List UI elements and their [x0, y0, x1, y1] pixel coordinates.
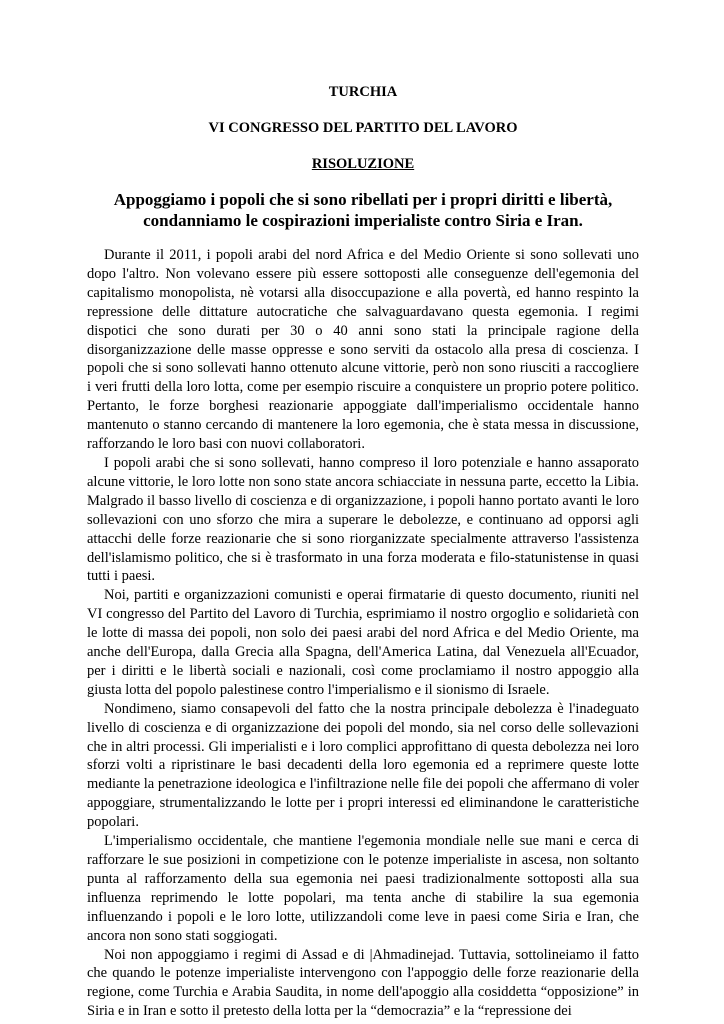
resolution-title-line-2: condanniamo le cospirazioni imperialiste contro Siria e Iran. [143, 211, 583, 230]
body-paragraph-6: Noi non appoggiamo i regimi di Assad e di |Ahmadinejad. Tuttavia, sottolineiamo il fatto che quando le potenze imperialiste intervengono con l'appoggio delle forze reazionarie della regione, come Turchia e Arabia Saudita, in nome dell'apoggio alla cosiddetta “opposizione” in Siria e in Iran e sotto il pretesto della lotta per la “democrazia” e la “repressione dei [87, 946, 639, 1020]
body-paragraph-2: I popoli arabi che si sono sollevati, hanno compreso il loro potenziale e hanno assaporato alcune vittorie, le loro lotte non sono state ancora schiacciate in nessuna parte, eccetto la Libia. Malgrado il basso livello di coscienza e di organizzazione, i popoli hanno portato avanti le loro sollevazioni con uno sforzo che mira a superare le debolezze, e continuano ad opporsi agli attacchi delle forze reazionarie che si sono riorganizzate specialmente attraverso l'assistenza dell'islamismo politico, che si è trasformato in una forza moderata e filo-statunistense in quasi tutti i paesi. [87, 454, 639, 585]
congress-heading: VI CONGRESSO DEL PARTITO DEL LAVORO [208, 120, 518, 136]
body-paragraph-4: Nondimeno, siamo consapevoli del fatto che la nostra principale debolezza è l'inadeguato livello di coscienza e di organizzazione dei popoli del mondo, sia nel corso delle sollevazioni che in altri processi. Gli imperialisti e i loro complici approfittano di questa debolezza nei loro sforzi volti a ripristinare le basi decadenti della loro egemonia ed a reprimere queste lotte mediante la penetrazione ideologica e l'infiltrazione nelle file dei popoli che affermano di voler appoggiare, strumentalizzando le lotte per i propri interessi ed eliminandone le caratteristiche popolari. [87, 700, 639, 831]
body-paragraph-3: Noi, partiti e organizzazioni comunisti e operai firmatarie di questo documento, riuniti nel VI congresso del Partito del Lavoro di Turchia, esprimiamo il nostro orgoglio e solidarietà con le lotte di massa dei popoli, non solo dei paesi arabi del nord Africa e del Medio Oriente, ma anche dell'Europa, dalla Grecia alla Spagna, dell'America Latina, dal Venezuela all'Ecuador, per i diritti e le libertà sociali e nazionali, così come proclamiamo il nostro appoggio alla giusta lotta del popolo palestinese contro l'imperialismo e il sionismo di Israele. [87, 587, 639, 698]
resolution-title-line-1: Appoggiamo i popoli che si sono ribellati per i propri diritti e libertà, [113, 190, 613, 209]
document-page [87, 84, 639, 1021]
resolution-heading: RISOLUZIONE [311, 156, 415, 172]
body-paragraph-5: L'imperialismo occidentale, che mantiene l'egemonia mondiale nelle sue mani e cerca di rafforzare le sue posizioni in competizione con le potenze imperialiste in ascesa, non soltanto punta al rafforzamento della sua egemonia nei paesi tradizionalmente sottoposti alla sua influenza reprimendo le lotte popolari, ma tenta anche di stabilire la sua egemonia influenzando i popoli e le loro lotte, utilizzandoli come leve in paesi come Siria e Iran, che ancora non sono stati soggiogati. [87, 833, 639, 944]
body-paragraph-1: Durante il 2011, i popoli arabi del nord Africa e del Medio Oriente si sono sollevati uno dopo l'altro. Non volevano essere più essere sottoposti alle conseguenze dell'egemonia del capitalismo monopolista, nè votarsi alla disoccupazione e alla povertà, ed hanno respinto la repressione delle dittature autocratiche che salvaguardavano questa egemonia. I regimi dispotici che sono durati per 30 o 40 anni sono stati la principale ragione della disorganizzazione delle masse oppresse e sono serviti da ostacolo alla presa di coscienza. I popoli che si sono sollevati hanno ottenuto alcune vittorie, però non sono riusciti a raccogliere i veri frutti della loro lotta, come per esempio riscuire a conquistere un proprio potere politico. Pertanto, le forze borghesi reazionarie appoggiate dall'imperialismo occidentale hanno mantenuto o stanno cercando di mantenere la loro egemonia, che è stata messa in discussione, rafforzando le loro basi con nuovi collaboratori. [87, 247, 639, 453]
document-country-heading: TURCHIA [328, 84, 398, 100]
resolution-title [87, 189, 639, 231]
